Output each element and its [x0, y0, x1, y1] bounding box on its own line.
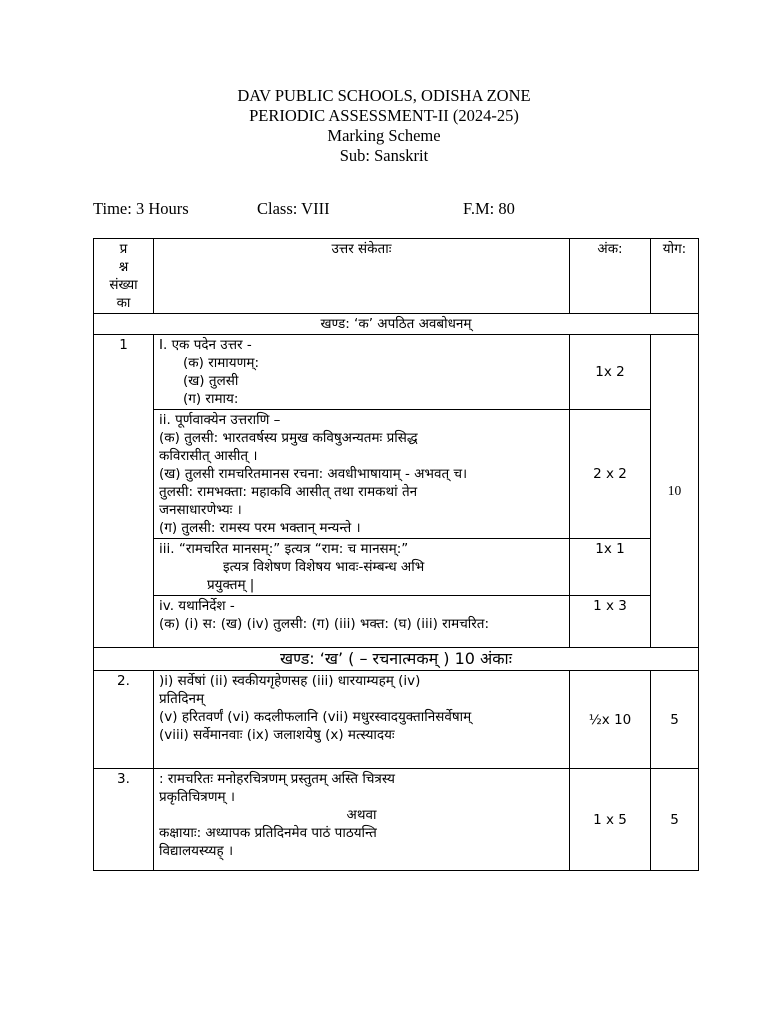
header-question-number: प्र श्न संख्या का [94, 239, 154, 314]
exam-name: PERIODIC ASSESSMENT-II (2024-25) [249, 106, 519, 125]
question-number: 3. [94, 769, 154, 871]
total-cell: 5 [651, 671, 699, 769]
table-header-row [94, 239, 699, 314]
table-row [94, 539, 699, 596]
marks-cell: 1 x 3 [570, 596, 651, 648]
section-title: खण्ड: ‘ख’ ( – रचनात्मकम् ) 10 अंकाः [94, 648, 699, 671]
section-title: खण्ड: ‘क’ अपठित अवबोधनम् [94, 314, 699, 335]
total-cell: 5 [651, 769, 699, 871]
marks-cell: 2 x 2 [570, 410, 651, 539]
total-cell: 10 [651, 335, 699, 648]
answer-cell: : रामचरितः मनोहरचित्रणम् प्रस्तुतम् अस्ति चित्रस्य प्रकृतिचित्रणम् । अथवा कक्षायाः: अध्यापक प्रतिदिनमेव पाठं पाठयन्ति विद्यालयस्य्यह् । [154, 769, 570, 871]
table-row [94, 769, 699, 871]
subject: Sub: Sanskrit [339, 146, 429, 165]
section-row-2 [94, 648, 699, 671]
question-number: 1 [94, 335, 154, 648]
answer-cell: iv. यथानिर्देश - (क) (i) स: (ख) (iv) तुलसी: (ग) (iii) भक्त: (घ) (iii) रामचरित: [154, 596, 570, 648]
header-total: योग: [651, 239, 699, 314]
doc-type: Marking Scheme [327, 126, 441, 145]
answer-cell: ii. पूर्णवाक्येन उत्तराणि – (क) तुलसी: भारतवर्षस्य प्रमुख कविषुअन्यतमः प्रसिद्ध कविरासीत् आसीत् । (ख) तुलसी रामचरितमानस रचना: अवधीभाषायाम् - अभवत् च। तुलसी: रामभक्ता: महाकवि आसीत् तथा रामकथां तेन जनसाधारणेभ्यः । (ग) तुलसी: रामस्य परम भक्तान् मन्यन्ते । [154, 410, 570, 539]
answer-cell: )i) सर्वेषां (ii) स्वकीयगृहेणसह (iii) धारयाम्यहम् (iv) प्रतिदिनम् (v) हरितवर्णं (vi) कदलीफलानि (vii) मधुरस्वादयुक्तानिसर्वेषाम् (viii) सर्वेमानवाः (ix) जलाशयेषु (x) मत्स्यादयः [154, 671, 570, 769]
question-number: 2. [94, 671, 154, 769]
table-row [94, 671, 699, 769]
marks-cell: 1 x 5 [570, 769, 651, 871]
header-answer-hints: उत्तर संकेताः [154, 239, 570, 314]
table-row [94, 410, 699, 539]
header-marks: अंक: [570, 239, 651, 314]
marking-scheme-table [93, 238, 699, 871]
school-name: DAV PUBLIC SCHOOLS, ODISHA ZONE [237, 86, 531, 105]
section-row-1 [94, 314, 699, 335]
full-marks-label: F.M: 80 [463, 199, 515, 218]
table-row [94, 335, 699, 410]
table-row [94, 596, 699, 648]
time-label: Time: 3 Hours [93, 199, 189, 218]
marks-cell: ½x 10 [570, 671, 651, 769]
class-label: Class: VIII [257, 199, 330, 218]
marks-cell: 1x 2 [570, 335, 651, 410]
answer-cell: iii. “रामचरित मानसम्:” इत्यत्र “राम: च मानसम्:” इत्यत्र विशेषण विशेषय भावः-संम्बन्ध अभि प्रयुक्तम् | [154, 539, 570, 596]
document-header [0, 86, 768, 166]
marks-cell: 1x 1 [570, 539, 651, 596]
answer-cell: I. एक पदेन उत्तर - (क) रामायणम्: (ख) तुलसी (ग) रामाय: [154, 335, 570, 410]
